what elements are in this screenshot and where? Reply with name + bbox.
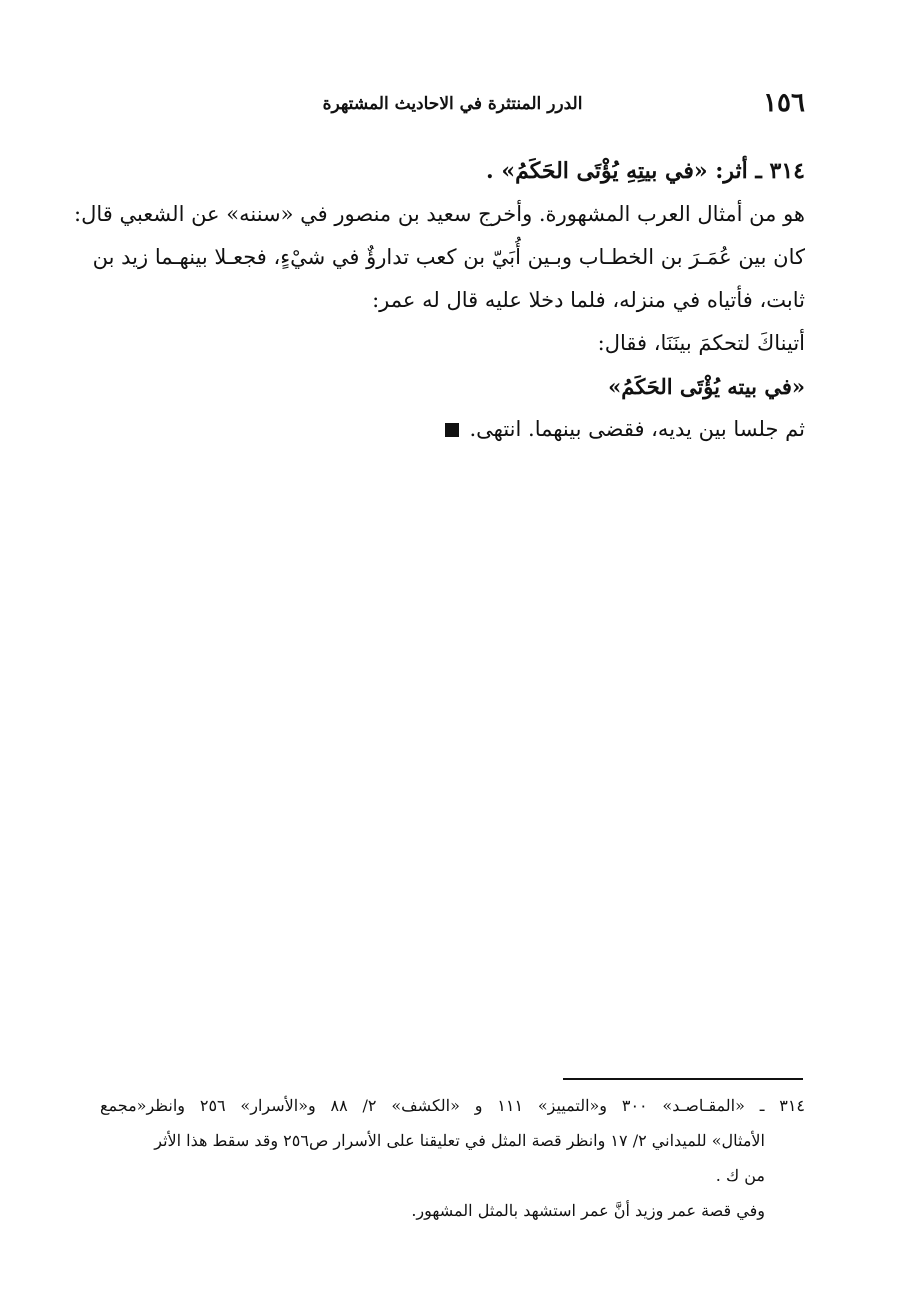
footnote-line: من ك . <box>715 1166 765 1185</box>
footnote-separator <box>563 1078 803 1080</box>
body-line: ثابت، فأتياه في منزله، فلما دخلا عليه قال له عمر: <box>372 288 805 312</box>
body-line: أتيناكَ لتحكمَ بينَنَا، فقال: <box>597 331 805 355</box>
closing-line <box>100 408 805 451</box>
end-of-entry-mark <box>445 423 459 437</box>
closing-text: ثم جلسا بين يديه، فقضى بينهما. انتهى. <box>469 417 805 441</box>
footnote-line: ٣١٤ ـ «المقـاصـد» ٣٠٠ و«التمييز» ١١١ و «الكشف» ٢/ ٨٨ و«الأسرار» ٢٥٦ وانظر«مجمع <box>100 1096 805 1115</box>
running-title: الدرر المنتثرة في الاحاديث المشتهرة <box>322 94 583 114</box>
page-number: ١٥٦ <box>763 88 805 118</box>
entry-body <box>74 150 805 451</box>
entry-heading: ٣١٤ ـ أثر: «في بيتِهِ يُؤْتَى الحَكَمُ» . <box>486 158 805 184</box>
proverb-line: «في بيته يُؤْتَى الحَكَمُ» <box>608 374 805 399</box>
footnote-line: وفي قصة عمر وزيد أنَّ عمر استشهد بالمثل المشهور. <box>411 1201 765 1220</box>
footnotes <box>100 1088 805 1228</box>
footnote-line: الأمثال» للميداني ٢/ ١٧ وانظر قصة المثل في تعليقنا على الأسرار ص٢٥٦ وقد سقط هذا الأثر <box>154 1131 765 1150</box>
page-header <box>100 88 805 128</box>
body-line: كان بين عُمَـرَ بن الخطـاب وبـين أُبَيّ بن كعب تدارؤٌ في شيْءٍ، فجعـلا بينهـما زيد بن <box>92 245 805 269</box>
body-line: هو من أمثال العرب المشهورة. وأخرج سعيد بن منصور في «سننه» عن الشعبي قال: <box>74 202 805 226</box>
